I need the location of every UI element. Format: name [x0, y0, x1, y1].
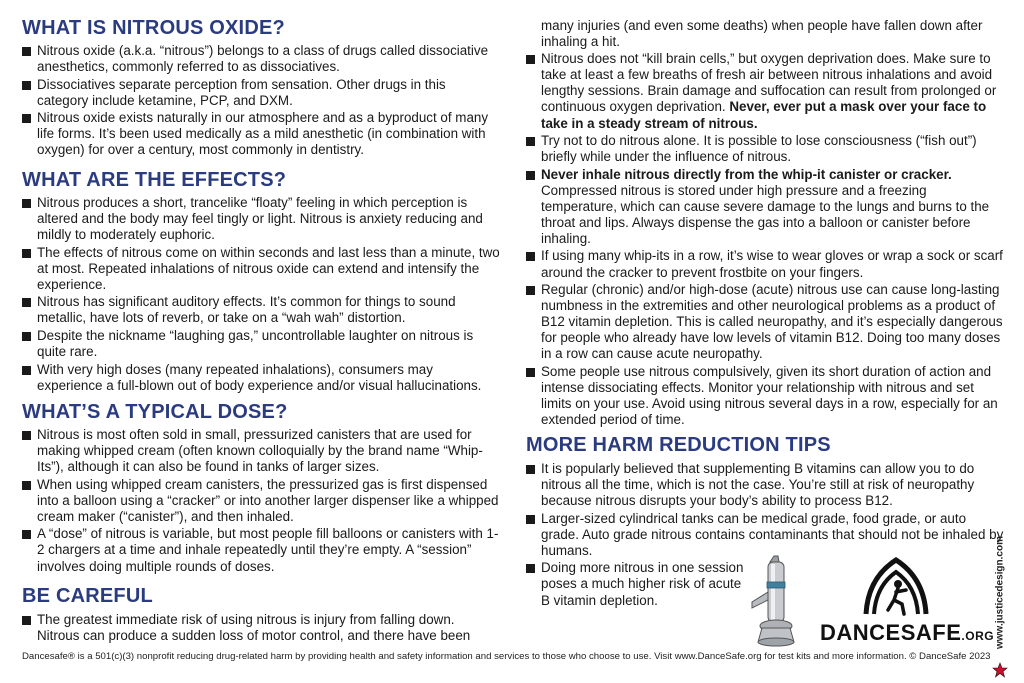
- list-item: Nitrous oxide exists naturally in our atmosphere and as a byproduct of many life forms. It’s been used medically as a mild anesthetic (in combination with oxygen) for over a century, most commonly in dentistry.: [22, 110, 500, 158]
- list-item-text: Nitrous does not “kill brain cells,” but oxygen deprivation does. Make sure to take at least a few breaths of fresh air between nitrous inhalations and avoid lengthy sessions. Brain damage and suffocation can result from prolonged or continuous oxygen deprivation.: [541, 51, 997, 115]
- list-item: If using many whip-its in a row, it’s wise to wear gloves or wrap a sock or scarf around the cracker to prevent frostbite on your fingers.: [526, 248, 1004, 280]
- dancesafe-logo-icon: [858, 552, 934, 618]
- list-item: [526, 167, 1004, 247]
- side-credit-url: www.justicedesign.com: [994, 536, 1006, 649]
- heading-what-is: WHAT IS NITROUS OXIDE?: [22, 17, 285, 39]
- list-item: The effects of nitrous come on within seconds and last less than a minute, two at most. Repeated inhalations of nitrous oxide can extend and intensify the experience.: [22, 245, 500, 293]
- list-dose: [22, 427, 500, 575]
- list-item: Nitrous has significant auditory effects. It’s common for things to sound metallic, have lots of reverb, or take on a “wah wah” distortion.: [22, 294, 500, 326]
- section-what-is: [22, 16, 500, 160]
- list-item: Regular (chronic) and/or high-dose (acute) nitrous use can cause long-lasting numbness in the extremities and other neurological problems as a product of B12 vitamin depletion. This is called neuropathy, and it’s especially dangerous for people who already have low levels of vitamin B12. Doing too many doses in a row can cause acute neuropathy.: [526, 282, 1004, 362]
- heading-careful: BE CAREFUL: [22, 585, 153, 607]
- list-item: When using whipped cream canisters, the pressurized gas is first dispensed into a balloon using a “cracker” or into another larger dispenser like a whipped cream maker (“canister”), and then inhaled.: [22, 477, 500, 525]
- list-item-text: Compressed nitrous is stored under high pressure and a freezing temperature, which can cause severe damage to the lungs and burns to the throat and lips. Always dispense the gas into a balloon or canister before inhaling.: [541, 182, 990, 246]
- list-item-line: B vitamin depletion.: [541, 592, 658, 608]
- section-dose: [22, 400, 500, 576]
- list-item: Despite the nickname “laughing gas,” uncontrollable laughter on nitrous is quite rare.: [22, 328, 500, 360]
- list-item-continuation: many injuries (and even some deaths) when people have fallen down after inhaling a hit.: [541, 18, 983, 50]
- section-careful: [22, 584, 500, 646]
- section-effects: [22, 168, 500, 395]
- list-item: Nitrous produces a short, trancelike “floaty” feeling in which perception is altered and the body may feel tingly or light. Nitrous is anxiety reducing and mildly to moderately euphoric.: [22, 195, 500, 243]
- list-item: Try not to do nitrous alone. It is possible to lose consciousness (“fish out”) briefly while under the influence of nitrous.: [526, 133, 1004, 165]
- list-item: Nitrous is most often sold in small, pressurized canisters that are used for making whipped cream (often known colloquially by the brand name “Whip-Its”), although it can also be found in tanks of larger sizes.: [22, 427, 500, 475]
- heading-tips: MORE HARM REDUCTION TIPS: [526, 434, 831, 456]
- list-what-is: [22, 43, 500, 158]
- whip-cream-dispenser-icon: [748, 552, 808, 648]
- list-item-bold: Never inhale nitrous directly from the whip-it canister or cracker.: [541, 166, 952, 182]
- list-careful-start: [22, 612, 500, 644]
- side-credit: [992, 530, 1008, 660]
- dancesafe-logo-text: [820, 620, 994, 646]
- list-item: Some people use nitrous compulsively, given its short duration of action and intense dissociating effects. Monitor your relationship with nitrous and set limits on your use. Avoid using nitrous several days in a row, especially for an extended period of time.: [526, 364, 1004, 428]
- list-item: A “dose” of nitrous is variable, but most people fill balloons or canisters with 1-2 chargers at a time and inhale repeatedly until they’re empty. A “session” involves doing multiple rounds of doses.: [22, 526, 500, 574]
- star-icon: [992, 662, 1008, 678]
- section-careful-continued: [526, 18, 1004, 430]
- list-item: With very high doses (many repeated inhalations), consumers may experience a full-blown out of body experience and/or visual hallucinations.: [22, 362, 500, 394]
- list-careful: [526, 51, 1004, 428]
- list-item-line: poses a much higher risk of acute: [541, 576, 742, 592]
- list-item-line: Doing more nitrous in one session: [541, 560, 744, 576]
- list-item: Dissociatives separate perception from sensation. Other drugs in this category include ketamine, PCP, and DXM.: [22, 77, 500, 109]
- list-item: [526, 51, 1004, 131]
- logo-suffix: .ORG: [961, 629, 995, 643]
- heading-effects: WHAT ARE THE EFFECTS?: [22, 169, 287, 191]
- list-item: Nitrous oxide (a.k.a. “nitrous”) belongs to a class of drugs called dissociative anesthetics, commonly referred to as dissociatives.: [22, 43, 500, 75]
- heading-dose: WHAT’S A TYPICAL DOSE?: [22, 401, 288, 423]
- logo-name: DANCESAFE: [820, 620, 962, 645]
- list-item: The greatest immediate risk of using nitrous is injury from falling down. Nitrous can produce a sudden loss of motor control, and there have been: [22, 612, 500, 644]
- list-item: Larger-sized cylindrical tanks can be medical grade, food grade, or auto grade. Auto grade nitrous contains contaminants that should not be inhaled by humans.: [526, 511, 1004, 559]
- list-effects: [22, 195, 500, 394]
- footer-text: Dancesafe® is a 501(c)(3) nonprofit reducing drug-related harm by providing health and safety information and services to those who choose to use. Visit www.DanceSafe.org for test kits and more information. © DanceSafe 2023: [22, 651, 991, 662]
- list-item-bold: Never, ever put a mask over your face to take in a steady stream of nitrous.: [541, 99, 987, 131]
- list-item: It is popularly believed that supplementing B vitamins can allow you to do nitrous all the time, which is not the case. You’re still at risk of neuropathy because nitrous disrupts your body’s ability to process B12.: [526, 461, 1004, 509]
